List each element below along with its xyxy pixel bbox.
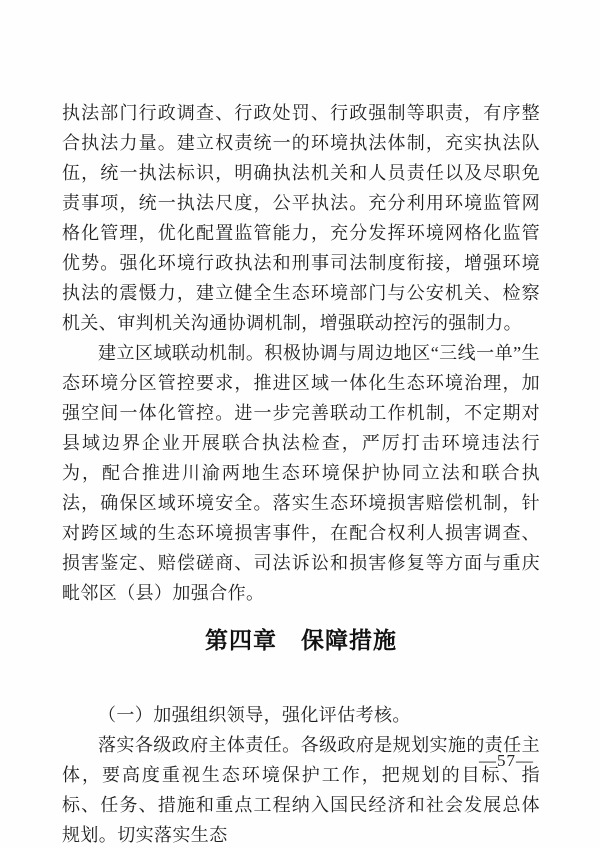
paragraph-regional-linkage: 建立区域联动机制。积极协调与周边地区“三线一单”生态环境分区管控要求，推进区域一体化生态环境治理，加强空间一体化管控。进一步完善联动工作机制，不定期对县域边界企业开展联合执法检查，严厉打击环境违法行为，配合推进川渝两地生态环境保护协同立法和联合执法，确保区域环境安全。落实生态环境损害赔偿机制，针对跨区域的生态环境损害事件，在配合权利人损害调查、损害鉴定、赔偿磋商、司法诉讼和损害修复等方面与重庆毗邻区（县）加强合作。	[62, 343, 540, 603]
paragraph-enforcement-continued: 执法部门行政调查、行政处罚、行政强制等职责，有序整合执法力量。建立权责统一的环境执法体制，充实执法队伍，统一执法标识，明确执法机关和人员责任以及尽职免责事项，统一执法尺度，公平执法。充分利用环境监管网格化管理，优化配置监管能力，充分发挥环境网格化监管优势。强化环境行政执法和刑事司法制度衔接，增强环境执法的震慑力，建立健全生态环境部门与公安机关、检察机关、审判机关沟通协调机制，增强联动控污的强制力。	[62, 103, 540, 333]
paragraph-government-responsibility: 落实各级政府主体责任。各级政府是规划实施的责任主体，要高度重视生态环境保护工作，把规划的目标、指标、任务、措施和重点工程纳入国民经济和社会发展总体规划。切实落实生态	[62, 735, 540, 845]
chapter-heading: 第四章 保障措施	[205, 628, 397, 653]
text-column	[62, 98, 540, 848]
page-number: —57—	[479, 751, 534, 770]
section-heading: （一）加强组织领导，强化评估考核。	[98, 705, 411, 725]
